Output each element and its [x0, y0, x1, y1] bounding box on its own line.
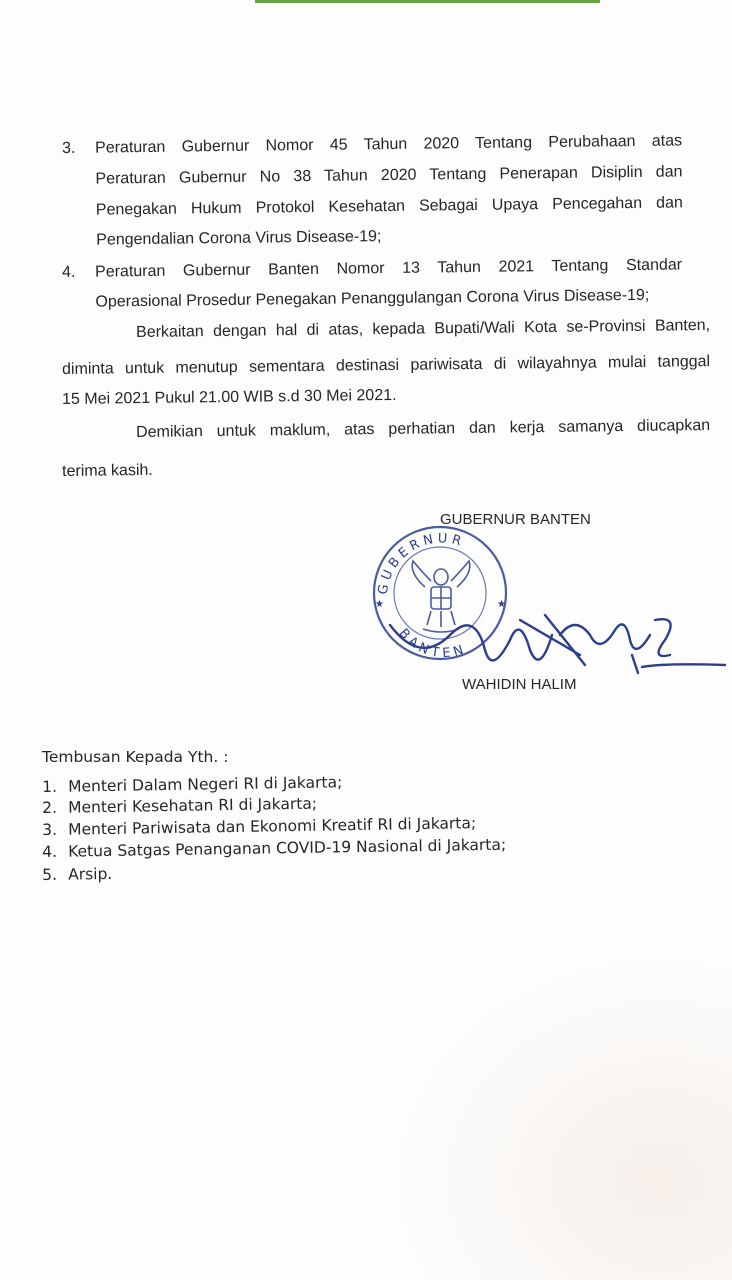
top-green-line	[255, 0, 600, 3]
paragraph-line: diminta untuk menutup sementara destinasi pariwisata di wilayahnya mulai tanggal	[62, 353, 711, 378]
cc-item	[42, 836, 506, 861]
cc-item-number: 1.	[42, 777, 58, 796]
signatory-name: WAHIDIN HALIM	[462, 676, 577, 693]
item-number: 4.	[62, 263, 76, 281]
svg-text:GUBERNUR: GUBERNUR	[375, 531, 467, 596]
signatory-title: GUBERNUR BANTEN	[440, 511, 591, 528]
cc-title: Tembusan Kepada Yth. :	[42, 748, 229, 766]
cc-item-text: Menteri Pariwisata dan Ekonomi Kreatif RI di Jakarta;	[67, 814, 477, 839]
regulation-item-4	[62, 256, 712, 311]
item-number: 3.	[62, 139, 76, 157]
svg-text:BANTEN: BANTEN	[395, 625, 470, 662]
item-line: Peraturan Gubernur No 38 Tahun 2020 Tentang Penerapan Disiplin dan	[95, 163, 683, 188]
item-line: Penegakan Hukum Protokol Kesehatan Sebagai Upaya Pencegahan dan	[95, 194, 683, 219]
cc-item-number: 2.	[42, 798, 58, 817]
closing-line: Demikian untuk maklum, atas perhatian dan kerja samanya diucapkan	[136, 416, 711, 441]
cc-item	[42, 814, 476, 839]
cc-item	[42, 773, 342, 796]
cc-item-number: 4.	[42, 842, 58, 861]
item-line: Peraturan Gubernur Banten Nomor 13 Tahun 2021 Tentang Standar	[94, 256, 683, 281]
item-line: Peraturan Gubernur Nomor 45 Tahun 2020 Tentang Perubahaan atas	[94, 132, 683, 157]
paragraph-line: Berkaitan dengan hal di atas, kepada Bupati/Wali Kota se-Provinsi Banten,	[136, 316, 711, 341]
cc-item-text: Ketua Satgas Penanganan COVID-19 Nasional di Jakarta;	[67, 835, 507, 861]
cc-item	[42, 795, 317, 817]
regulation-item-3	[62, 132, 712, 249]
cc-item-number: 5.	[42, 865, 58, 884]
paragraph-line: 15 Mei 2021 Pukul 21.00 WIB s.d 30 Mei 2021.	[62, 386, 397, 408]
cc-item-text: Arsip.	[67, 864, 113, 884]
item-line: Pengendalian Corona Virus Disease-19;	[96, 228, 382, 249]
svg-text:★: ★	[375, 599, 384, 610]
svg-text:★: ★	[497, 599, 506, 610]
cc-item-number: 3.	[42, 820, 58, 839]
item-line: Operasional Prosedur Penegakan Penanggulangan Corona Virus Disease-19;	[95, 286, 650, 311]
cc-item-text: Menteri Dalam Negeri RI di Jakarta;	[67, 773, 343, 796]
handwritten-signature	[380, 595, 730, 685]
closing-line: terima kasih.	[62, 461, 153, 480]
cc-item-text: Menteri Kesehatan RI di Jakarta;	[67, 794, 318, 817]
cc-item	[42, 865, 112, 884]
